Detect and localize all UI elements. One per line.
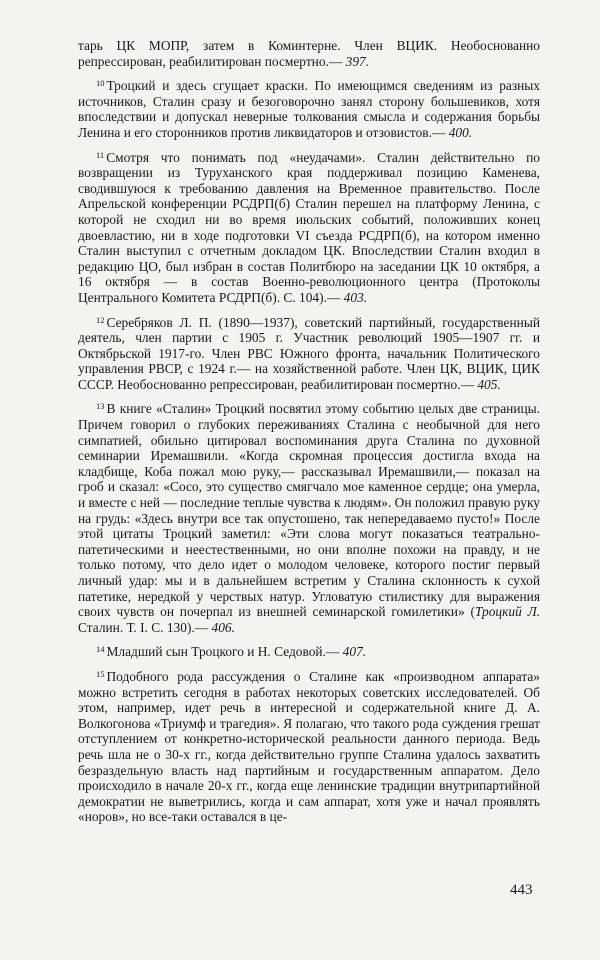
footnote-text: Смотря что понимать под «неудачами». Сталин действительно по возвращении из Туруханского края поддерживал позицию Каменева, сводившуюся к требованию давления на Временное правительство. После Апрельской конференции РСДРП(б) Сталин перешел на платформу Ленина, с которой не сходил ни во время июльских событий, положивших конец двоевластию, ни в ходе подготовки VI съезда РСДРП(б), на котором именно Сталин выступил с отчетным докладом ЦК. Впоследствии Сталин входил в редакцию ЦО, был избран в состав Политбюро на заседании ЦК 10 октября, а 16 октября — в состав Военно-революционного центра (Протоколы Центрального Комитета РСДРП(б). С. 104).— [78,149,540,305]
footnote-text: В книге «Сталин» Троцкий посвятил этому событию целых две страницы. Причем говорил о глубоких переживаниях Сталина с необычной для него симпатией, обильно цитировал воспоминания друга Сталина по духовной семинарии Иремашвили. «Когда скромная процессия достигла входа на кладбище, Коба пожал мою руку,— рассказывал Иремашвили,— показал на гроб и сказал: «Сосо, это существо смягчало мое каменное сердце; она умерла, и вместе с ней — последние теплые чувства к людям». Он положил правую руку на грудь: «Здесь внутри все так опустошено, так непередаваемо пусто!» После этой цитаты Троцкий заметил: «Эти слова могут показаться театрально-патетическими и неестественными, но они вполне похожи на правду, и не только потому, что дело идет о молодом человеке, которого постиг первый личный удар: мы и в дальнейшем встретим у Сталина склонность к сухой патетике, нередкой у черствых натур. Угловатую стилистику для выражения своих чувств он почерпал из внешней семинарской гомилетики» ( [78,401,540,620]
page-reference: 407. [342,644,367,660]
page-reference: 405. [477,376,501,392]
page-reference: 406. [211,619,235,635]
cited-author: Троцкий Л. [474,604,540,620]
footnote-number: 14 [96,644,105,655]
page-body [78,38,540,832]
footnote-14 [78,642,540,660]
footnote-number: 13 [96,401,105,412]
footnote-text: Подобного рода рассуждения о Сталине как «производном аппарата» можно встретить сегодня в работах некоторых советских исследователей. Об этом, например, идет речь в интересной и содержательной книге Д. А. Волкогонова «Триумф и трагедия». Я полагаю, что такого рода суждения грешат отступлением от конкретно-исторической реальности данного периода. Ведь речь шла не о 30-х гг., когда действительно группе Сталина удалось захватить безраздельную власть над партийным и государственным аппаратом. Дело происходило в начале 20-х гг., когда еще ленинские традиции внутрипартийной демократии не выветрились, когда и сам аппарат, хотя уже и начал проявлять «норов», но все-таки оставался в це- [78,668,540,825]
footnote-15 [78,667,540,825]
footnote-12 [78,313,540,393]
footnote-13 [78,399,540,635]
footnote-number: 11 [96,149,105,160]
page-reference: 397. [345,53,370,69]
footnote-text: Троцкий и здесь сгущает краски. По имеющимся сведениям из разных источников, Сталин сразу и безоговорочно занял сторону большевиков, хотя впоследствии и допускал неверные толкования смысла и содержания борьбы Ленина и его сторонников против ликвидаторов и отзовистов.— [78,78,540,140]
page-reference: 403. [343,289,368,305]
footnote-10 [78,76,540,140]
footnote-text: Младший сын Троцкого и Н. Седовой.— [106,644,343,660]
page-reference: 400. [448,124,473,140]
footnote-text: Серебряков Л. П. (1890—1937), советский партийный, государственный деятель, член партии с 1905 г. Участник революций 1905—1907 гг. и Октябрьской 1917-го. Член РВС Южного фронта, начальник Политического управления РВСР, с 1924 г.— на хозяйственной работе. Член ЦК, ВЦИК, ЦИК СССР. Необоснованно репрессирован, реабилитирован посмертно.— [78,314,540,392]
footnote-text: тарь ЦК МОПР, затем в Коминтерне. Член ВЦИК. Необоснованно репрессирован, реабилитирован посмертно.— [78,38,540,69]
footnote-11 [78,148,540,306]
footnote-9-continuation [78,38,540,69]
page-number: 443 [510,882,533,898]
footnote-number: 12 [96,314,105,325]
footnote-text-tail: Сталин. Т. I. С. 130).— [78,619,212,635]
footnote-number: 15 [96,668,105,679]
footnote-number: 10 [96,78,105,89]
